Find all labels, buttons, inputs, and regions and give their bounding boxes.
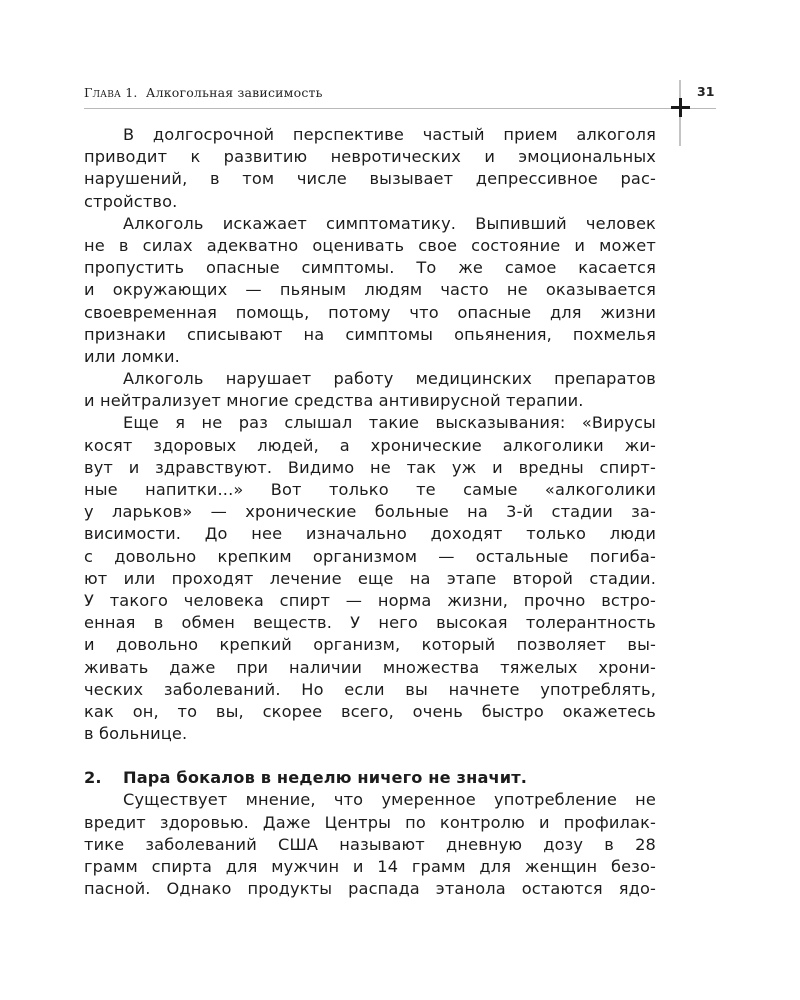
text-line: нарушений, в том числе вызывает депрессивное рас-: [84, 169, 656, 189]
section-heading: [84, 767, 656, 789]
running-header: [84, 82, 679, 109]
text-line: ческих заболеваний. Но если вы начнете употреблять,: [84, 679, 656, 699]
text-line: грамм спирта для мужчин и 14 грамм для женщин безо-: [84, 857, 656, 876]
text-line: висимости. До нее изначально доходят только люди: [84, 524, 656, 544]
text-line: живать даже при наличии множества тяжелых хрони-: [84, 657, 656, 677]
paragraph: [84, 789, 656, 900]
text-line: Существует мнение, что умеренное употребление не: [123, 790, 656, 810]
section-title: Пара бокалов в неделю ничего не значит.: [123, 768, 528, 788]
paragraph: [84, 412, 656, 745]
section-number: 2.: [84, 768, 102, 788]
text-line: У такого человека спирт — норма жизни, прочно встро-: [84, 590, 656, 610]
text-line: признаки списывают на симптомы опьянения, похмелья: [84, 324, 656, 344]
paragraph: [84, 213, 656, 368]
text-line: Еще я не раз слышал такие высказывания: «Вирусы: [123, 413, 656, 433]
text-line: и окружающих — пьяным людям часто не оказывается: [84, 280, 656, 300]
body-text: [84, 124, 656, 900]
text-line: косят здоровых людей, а хронические алкоголики жи-: [84, 435, 656, 455]
spacer: [84, 745, 656, 767]
text-line: с довольно крепким организмом — остальные погиба-: [84, 546, 656, 566]
text-line: ют или проходят лечение еще на этапе второй стадии.: [84, 568, 656, 588]
text-line: енная в обмен веществ. У него высокая толерантность: [84, 613, 656, 633]
text-line: Алкоголь искажает симптоматику. Выпивший человек: [123, 213, 656, 233]
text-line: тике заболеваний США называют дневную дозу в 28: [84, 834, 656, 854]
chapter-label: Глава 1.: [84, 85, 138, 100]
text-line: или ломки.: [84, 346, 180, 366]
text-line: вут и здравствуют. Видимо не так уж и вредны спирт-: [84, 457, 656, 477]
chapter-title: Алкогольная зависимость: [145, 85, 323, 100]
text-line: пасной. Однако продукты распада этанола остаются ядо-: [84, 879, 656, 899]
text-line: Алкоголь нарушает работу медицинских препаратов: [123, 369, 656, 389]
registration-mark-icon-bar: [671, 106, 690, 109]
text-line: у ларьков» — хронические больные на 3-й стадии за-: [84, 502, 656, 522]
paragraph: [84, 124, 656, 213]
text-line: ные напитки...» Вот только те самые «алкоголики: [84, 480, 656, 499]
text-line: и довольно крепкий организм, который позволяет вы-: [84, 635, 656, 655]
text-line: в больнице.: [84, 724, 188, 744]
text-line: В долгосрочной перспективе частый прием алкоголя: [123, 125, 656, 144]
text-line: вредит здоровью. Даже Центры по контролю и профилак-: [84, 812, 656, 832]
text-line: приводит к развитию невротических и эмоциональных: [84, 147, 656, 167]
text-line: не в силах адекватно оценивать свое состояние и может: [84, 235, 656, 255]
running-head: [84, 85, 323, 100]
text-line: как он, то вы, скорее всего, очень быстро окажетесь: [84, 701, 656, 721]
page-number: 31: [697, 84, 715, 99]
text-line: пропустить опасные симптомы. То же самое касается: [84, 258, 656, 278]
text-line: своевременная помощь, потому что опасные для жизни: [84, 302, 656, 322]
text-line: и нейтрализует многие средства антивирусной терапии.: [84, 391, 584, 411]
text-line: стройство.: [84, 191, 178, 211]
paragraph: [84, 368, 656, 412]
